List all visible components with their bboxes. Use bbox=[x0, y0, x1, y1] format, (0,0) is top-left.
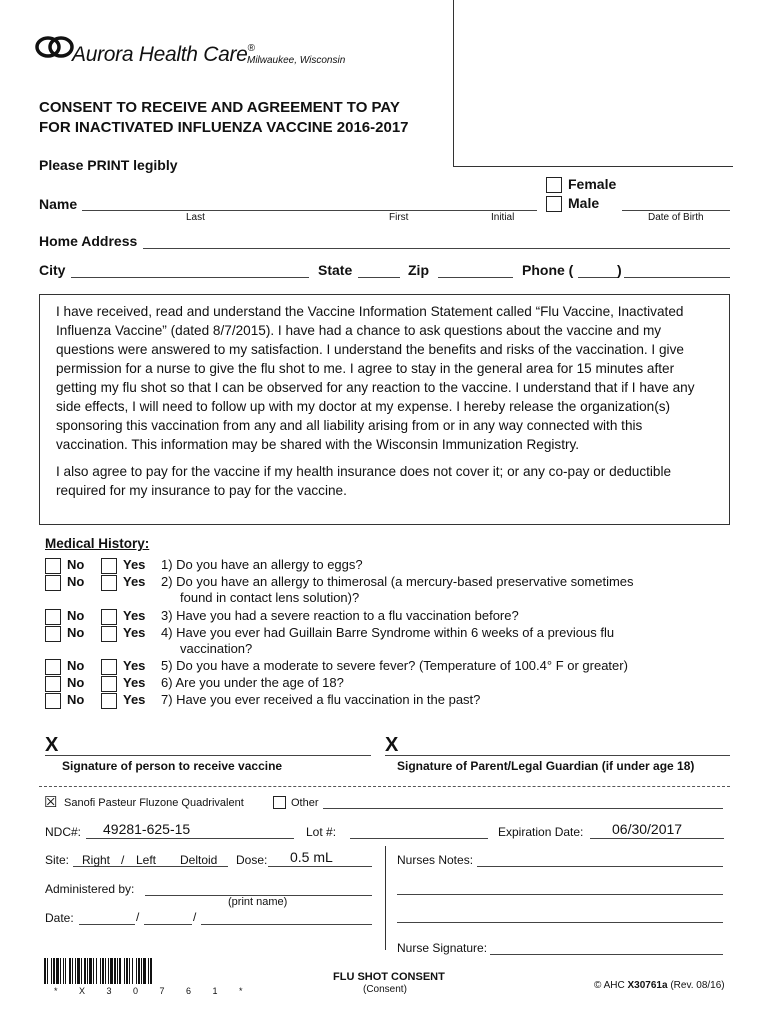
q7-yes-checkbox[interactable] bbox=[101, 693, 117, 709]
barcode-bar bbox=[51, 958, 52, 984]
barcode-bar bbox=[60, 958, 61, 984]
city-field[interactable] bbox=[71, 277, 309, 278]
other-label: Other bbox=[291, 797, 319, 809]
barcode-bar bbox=[119, 958, 121, 984]
patient-signature-field[interactable] bbox=[45, 755, 371, 756]
q3-yes-checkbox[interactable] bbox=[101, 609, 117, 625]
sanofi-checkbox-checked[interactable]: ☒ bbox=[44, 794, 58, 811]
barcode-bar bbox=[93, 958, 94, 984]
aurora-logo-icon bbox=[35, 34, 75, 60]
form-subtitle: (Consent) bbox=[363, 984, 407, 995]
q4-no-label: No bbox=[67, 625, 85, 640]
barcode-bar bbox=[63, 958, 64, 984]
page-title: CONSENT TO RECEIVE AND AGREEMENT TO PAY FOR INACTIVATED INFLUENZA VACCINE 2016-2017 bbox=[39, 99, 409, 136]
q1-yes-label: Yes bbox=[123, 557, 146, 572]
barcode-bar bbox=[102, 958, 104, 984]
state-field[interactable] bbox=[358, 277, 400, 278]
barcode-text: * X 3 0 7 6 1 * bbox=[54, 986, 244, 996]
lot-field[interactable] bbox=[350, 838, 488, 839]
barcode-bar bbox=[56, 958, 59, 984]
q4-yes-checkbox[interactable] bbox=[101, 626, 117, 642]
q6-yes-checkbox[interactable] bbox=[101, 676, 117, 692]
barcode-bar bbox=[136, 958, 137, 984]
sanofi-label: Sanofi Pasteur Fluzone Quadrivalent bbox=[64, 797, 244, 809]
question-text: 4) Have you ever had Guillain Barre Syndrome within 6 weeks of a previous flu bbox=[161, 625, 615, 640]
question-text: 7) Have you ever received a flu vaccination in the past? bbox=[161, 692, 481, 707]
print-name-label: (print name) bbox=[228, 896, 288, 908]
other-field[interactable] bbox=[323, 808, 723, 809]
site-left: Left bbox=[136, 853, 157, 867]
question-text-continued: vaccination? bbox=[180, 641, 253, 656]
dob-label: Date of Birth bbox=[648, 212, 704, 223]
barcode-bar bbox=[110, 958, 113, 984]
ndc-label: NDC#: bbox=[45, 825, 82, 839]
barcode-bar bbox=[77, 958, 80, 984]
brand-name: Aurora Health Care® bbox=[72, 43, 255, 66]
site-label: Site: bbox=[45, 853, 70, 867]
barcode-bar bbox=[108, 958, 109, 984]
dose-label: Dose: bbox=[236, 853, 268, 867]
nurses-notes-line-2[interactable] bbox=[397, 894, 723, 895]
q3-no-checkbox[interactable] bbox=[45, 609, 61, 625]
nurses-notes-line-1[interactable] bbox=[477, 866, 723, 867]
brand-location: Milwaukee, Wisconsin bbox=[247, 55, 346, 66]
question-text: 6) Are you under the age of 18? bbox=[161, 675, 344, 690]
nurse-signature-field[interactable] bbox=[490, 954, 723, 955]
lot-label: Lot #: bbox=[306, 825, 337, 839]
barcode-bar bbox=[72, 958, 73, 984]
home-address-label: Home Address bbox=[39, 233, 138, 249]
barcode-bar bbox=[117, 958, 118, 984]
state-label: State bbox=[318, 262, 353, 278]
form-code: © AHC X30761a (Rev. 08/16) bbox=[594, 980, 725, 991]
q5-yes-label: Yes bbox=[123, 658, 146, 673]
date-field-month[interactable] bbox=[79, 924, 135, 925]
barcode-bar bbox=[124, 958, 125, 984]
date-field-day[interactable] bbox=[144, 924, 192, 925]
nurses-notes-label: Nurses Notes: bbox=[397, 853, 474, 867]
patient-x-mark: X bbox=[45, 734, 59, 756]
last-label: Last bbox=[186, 212, 205, 223]
q2-no-label: No bbox=[67, 574, 85, 589]
q7-yes-label: Yes bbox=[123, 692, 146, 707]
barcode-bar bbox=[129, 958, 130, 984]
site-right: Right bbox=[82, 853, 111, 867]
q4-no-checkbox[interactable] bbox=[45, 626, 61, 642]
q3-yes-label: Yes bbox=[123, 608, 146, 623]
expiration-field[interactable] bbox=[590, 838, 724, 839]
guardian-x-mark: X bbox=[385, 734, 399, 756]
q6-no-checkbox[interactable] bbox=[45, 676, 61, 692]
name-label: Name bbox=[39, 196, 78, 212]
barcode-bar bbox=[150, 958, 152, 984]
question-text-continued: found in contact lens solution)? bbox=[180, 590, 360, 605]
phone-close: ) bbox=[617, 262, 622, 278]
administered-by-label: Administered by: bbox=[45, 882, 135, 896]
consent-paragraph: I have received, read and understand the Vaccine Information Statement called “Flu Vaccine, Inactivated Influenza Vaccine” (dated 8/7/2015). I have had a chance to ask questions about the vaccine and my questions were answered to my satisfaction. I understand the benefits and risks of the vaccination. I give permission for a nurse to give the flu shot to me. I agree to stay in the general area for 15 minutes after getting my flu shot so that I can be observed for any reaction to the vaccine. I understand that if I have any side effects, I will need to follow up with my doctor at my expense. I hereby release the organization(s) sponsoring this vaccination from any and all liability arising from or in any way connected with this vaccination. This information may be shared with the Wisconsin Immunization Registry. bbox=[56, 304, 695, 452]
q1-yes-checkbox[interactable] bbox=[101, 558, 117, 574]
question-text: 3) Have you had a severe reaction to a flu vaccination before? bbox=[161, 608, 519, 623]
phone-area-field[interactable] bbox=[578, 277, 618, 278]
dob-field[interactable] bbox=[622, 210, 730, 211]
barcode-bar bbox=[47, 958, 48, 984]
barcode-bar bbox=[126, 958, 128, 984]
print-legibly-note: Please PRINT legibly bbox=[39, 157, 178, 173]
barcode-bar bbox=[114, 958, 116, 984]
payment-paragraph: I also agree to pay for the vaccine if my health insurance does not cover it; or any co-pay or deductible required for my insurance to pay for the vaccine. bbox=[56, 464, 672, 498]
q6-no-label: No bbox=[67, 675, 85, 690]
ndc-value: 49281-625-15 bbox=[103, 821, 191, 837]
medical-history-heading: Medical History: bbox=[45, 536, 150, 551]
barcode-bar bbox=[53, 958, 55, 984]
guardian-signature-field[interactable] bbox=[385, 755, 730, 756]
date-slash-1: / bbox=[136, 910, 140, 924]
dose-field[interactable] bbox=[268, 866, 372, 867]
female-label: Female bbox=[568, 176, 617, 192]
site-deltoid: Deltoid bbox=[180, 853, 218, 867]
barcode-bar bbox=[75, 958, 76, 984]
site-slash-1: / bbox=[121, 853, 125, 867]
nurses-notes-line-3[interactable] bbox=[397, 922, 723, 923]
question-text: 5) Do you have a moderate to severe fever? (Temperature of 100.4° F or greater) bbox=[161, 658, 628, 673]
q2-yes-checkbox[interactable] bbox=[101, 575, 117, 591]
q2-no-checkbox[interactable] bbox=[45, 575, 61, 591]
barcode-bar bbox=[138, 958, 140, 984]
q5-yes-checkbox[interactable] bbox=[101, 659, 117, 675]
barcode-bar bbox=[84, 958, 86, 984]
date-field-year[interactable] bbox=[201, 924, 372, 925]
q4-yes-label: Yes bbox=[123, 625, 146, 640]
barcode-bar bbox=[141, 958, 142, 984]
nurse-signature-label: Nurse Signature: bbox=[397, 941, 488, 955]
q1-no-checkbox[interactable] bbox=[45, 558, 61, 574]
ndc-field[interactable] bbox=[86, 838, 294, 839]
home-address-field[interactable] bbox=[143, 248, 730, 249]
notes-divider bbox=[385, 846, 386, 950]
barcode-bar bbox=[44, 958, 46, 984]
barcode-bar bbox=[143, 958, 146, 984]
barcode-bar bbox=[96, 958, 97, 984]
q1-no-label: No bbox=[67, 557, 85, 572]
q5-no-label: No bbox=[67, 658, 85, 673]
phone-field[interactable] bbox=[624, 277, 730, 278]
zip-field[interactable] bbox=[438, 277, 513, 278]
barcode-icon bbox=[43, 958, 219, 984]
initial-label: Initial bbox=[491, 212, 515, 223]
barcode-bar bbox=[89, 958, 92, 984]
expiration-label: Expiration Date: bbox=[498, 825, 584, 839]
q3-no-label: No bbox=[67, 608, 85, 623]
guardian-signature-label: Signature of Parent/Legal Guardian (if under age 18) bbox=[397, 759, 695, 773]
barcode-bar bbox=[100, 958, 101, 984]
male-label: Male bbox=[568, 195, 600, 211]
patient-signature-label: Signature of person to receive vaccine bbox=[62, 759, 283, 773]
corner-frame-bottom bbox=[453, 166, 733, 167]
question-text: 2) Do you have an allergy to thimerosal (a mercury-based preservative sometimes bbox=[161, 574, 634, 589]
form-title: FLU SHOT CONSENT bbox=[333, 971, 445, 983]
other-checkbox[interactable] bbox=[273, 796, 286, 809]
section-divider bbox=[39, 786, 730, 787]
expiration-value: 06/30/2017 bbox=[612, 821, 683, 837]
city-label: City bbox=[39, 262, 66, 278]
dose-value: 0.5 mL bbox=[290, 849, 333, 865]
first-label: First bbox=[389, 212, 409, 223]
name-field[interactable] bbox=[82, 210, 537, 211]
female-checkbox[interactable] bbox=[546, 177, 562, 193]
male-checkbox[interactable] bbox=[546, 196, 562, 212]
q7-no-checkbox[interactable] bbox=[45, 693, 61, 709]
date-label: Date: bbox=[45, 911, 74, 925]
consent-box bbox=[39, 294, 730, 525]
barcode-bar bbox=[105, 958, 106, 984]
date-slash-2: / bbox=[193, 910, 197, 924]
q6-yes-label: Yes bbox=[123, 675, 146, 690]
q2-yes-label: Yes bbox=[123, 574, 146, 589]
barcode-bar bbox=[65, 958, 66, 984]
barcode-bar bbox=[148, 958, 149, 984]
q5-no-checkbox[interactable] bbox=[45, 659, 61, 675]
barcode-bar bbox=[87, 958, 88, 984]
zip-label: Zip bbox=[408, 262, 429, 278]
question-text: 1) Do you have an allergy to eggs? bbox=[161, 557, 363, 572]
barcode-bar bbox=[69, 958, 71, 984]
barcode-bar bbox=[132, 958, 133, 984]
corner-frame bbox=[453, 0, 454, 166]
q7-no-label: No bbox=[67, 692, 85, 707]
phone-label: Phone ( bbox=[522, 262, 574, 278]
barcode-bar bbox=[81, 958, 82, 984]
